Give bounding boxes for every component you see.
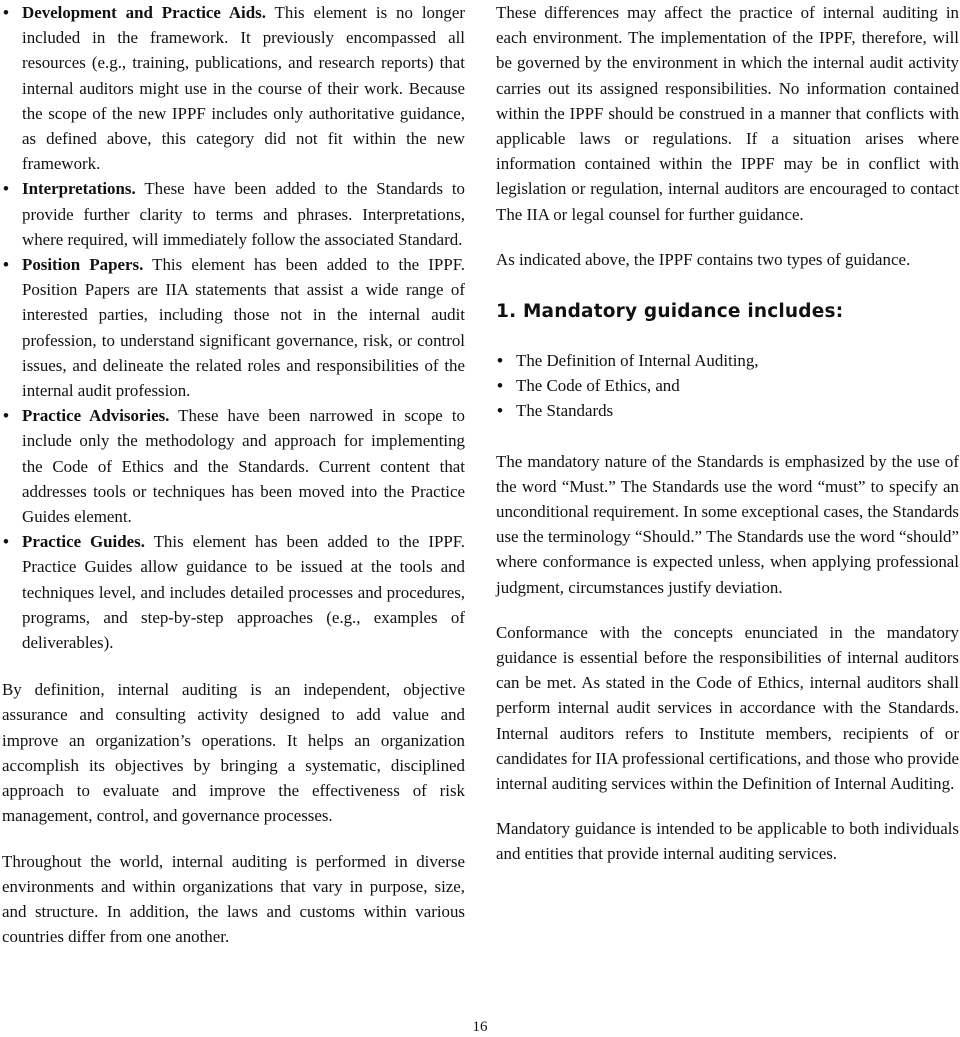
list-item [2,252,465,403]
bullet-icon: • [497,376,503,396]
left-column [2,0,465,949]
guidance-types-paragraph: As indicated above, the IPPF contains two types of guidance. [496,249,911,269]
framework-changes-list [2,0,465,655]
list-item [496,348,959,373]
list-item [2,529,465,655]
bullet-icon: • [3,532,9,552]
bullet-icon: • [3,255,9,275]
right-column [496,0,959,867]
bullet-icon: • [497,351,503,371]
mandatory-guidance-list [496,348,959,424]
bullet-icon: • [3,406,9,426]
environment-paragraph: Throughout the world, internal auditing is performed in diverse environments and within organizations that vary in purpose, size, and structure. In addition, the laws and customs within various countries differ from one another. [2,851,465,947]
list-item-term: Practice Advisories. [22,406,170,426]
bullet-icon: • [497,401,503,421]
page-number: 16 [472,1019,488,1035]
list-item [2,176,465,252]
differences-paragraph: These differences may affect the practice of internal auditing in each environment. The implementation of the IPPF, therefore, will be governed by the environment in which the internal audit activity carries out its assigned responsibilities. No information contained within the IPPF should be construed in a manner that conflicts with applicable laws or regulations. If a situation arises where information contained within the IPPF may be in conflict with legislation or regulation, internal auditors are encouraged to contact The IIA or legal counsel for further guidance. [496,3,959,224]
list-item-term: Interpretations. [22,179,136,199]
applicability-paragraph: Mandatory guidance is intended to be applicable to both individuals and entities that provide internal auditing services. [496,819,959,864]
conformance-paragraph: Conformance with the concepts enunciated in the mandatory guidance is essential before the responsibilities of internal auditors can be met. As stated in the Code of Ethics, internal auditors shall perform internal audit services in accordance with the Standards. Internal auditors refers to Institute members, recipients of or candidates for IIA professional certifications, and those who provide internal auditing services within the Definition of Internal Auditing. [496,622,959,794]
list-item-text: These have been added to the Standards to provide further clarity to terms and phrases. Interpretations, where required, will immediately follow the associated Standard. [22,179,465,249]
list-item-text: These have been narrowed in scope to include only the methodology and approach for implementing the Code of Ethics and the Standards. Current content that addresses tools or techniques has been moved into the Practice Guides element. [22,406,465,527]
bullet-icon: • [3,3,9,22]
list-item-text: The Definition of Internal Auditing, [516,351,759,371]
list-item-text: The Standards [516,401,614,421]
list-item [2,403,465,529]
definition-paragraph: By definition, internal auditing is an independent, objective assurance and consulting activity designed to add value and improve an organization’s operations. It helps an organization accomplish its objectives by bringing a systematic, disciplined approach to evaluate and improve the effectiveness of risk management, control, and governance processes. [2,680,465,826]
list-item [2,0,465,176]
list-item-text: The Code of Ethics, and [516,376,680,396]
mandatory-nature-paragraph: The mandatory nature of the Standards is emphasized by the use of the word “Must.” The Standards use the word “must” to specify an unconditional requirement. In some exceptional cases, the Standards use the terminology “Should.” The Standards use the word “should” where conformance is expected unless, when applying professional judgment, circumstances justify deviation. [496,451,959,597]
section-heading: 1. Mandatory guidance includes: [496,301,844,323]
list-item [496,373,959,398]
list-item-text: This element has been added to the IPPF. Practice Guides allow guidance to be issued at the tools and techniques level, and includes detailed processes and procedures, programs, and step-by-step approaches (e.g., examples of deliverables). [22,532,465,653]
list-item-text: This element has been added to the IPPF. Position Papers are IIA statements that assist a wide range of interested parties, including those not in the internal audit profession, to understand significant governance, risk, or control issues, and delineate the related roles and responsibilities of the internal audit profession. [22,255,465,401]
list-item-term: Position Papers. [22,255,144,275]
bullet-icon: • [3,179,9,199]
list-item-term: Development and Practice Aids. [22,3,266,22]
list-item-text: This element is no longer included in the framework. It previously encompassed all resources (e.g., training, publications, and research reports) that internal auditors might use in the course of their work. Because the scope of the new IPPF includes only authoritative guidance, as defined above, this category did not fit within the new framework. [22,3,466,174]
list-item-term: Practice Guides. [22,532,145,552]
list-item [496,398,959,423]
